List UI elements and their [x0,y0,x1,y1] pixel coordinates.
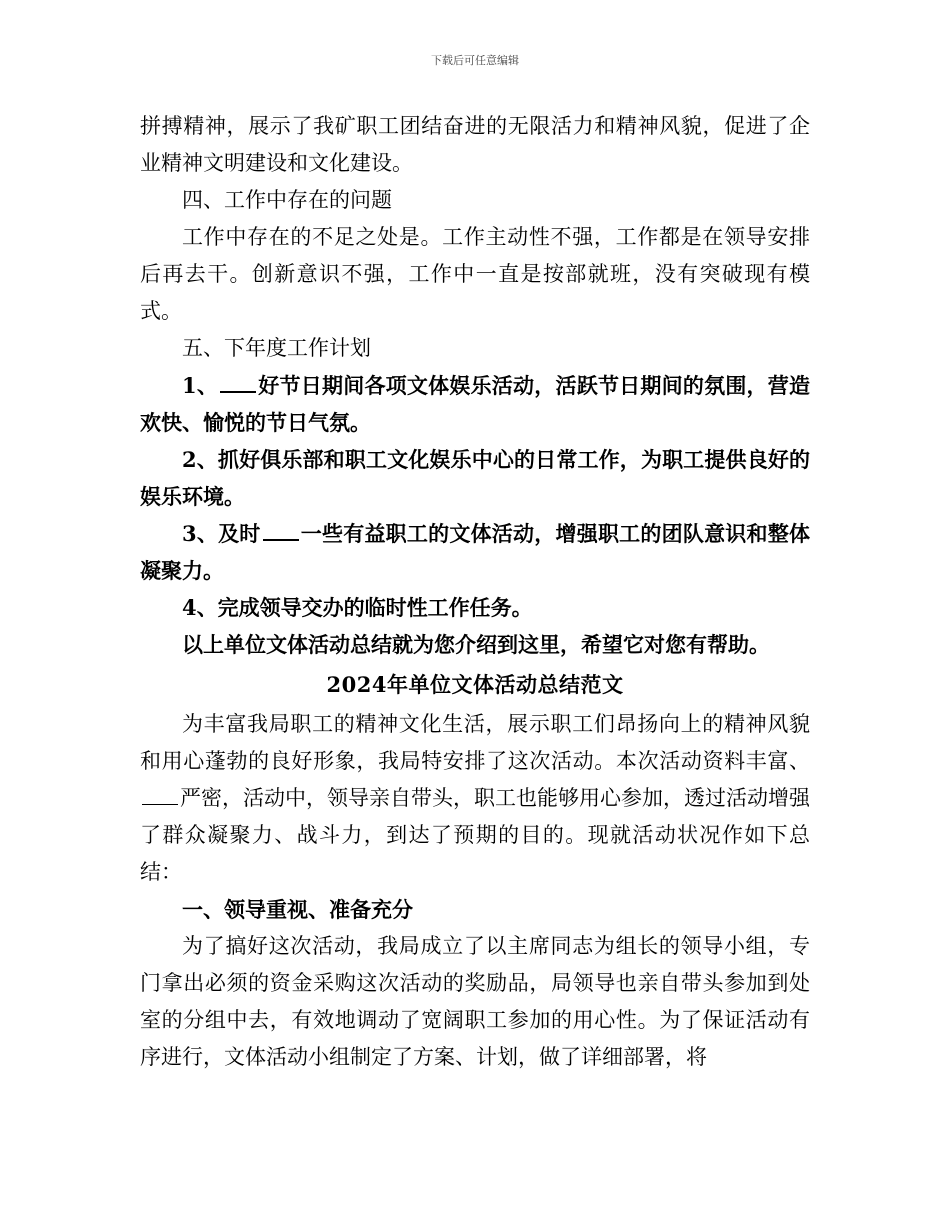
paragraph-intro-part-2: 严密，活动中，领导亲自带头，职工也能够用心参加，透过活动增强了群众凝聚力、战斗力，到达了预期的目的。现就活动状况作如下总结： [140,786,810,884]
blank-underline [263,519,299,541]
blank-underline [220,371,256,393]
paragraph-problems: 工作中存在的不足之处是。工作主动性不强，工作都是在领导安排后再去干。创新意识不强，工作中一直是按部就班，没有突破现有模式。 [140,225,810,323]
plan-item-1 [140,367,810,441]
blank-underline [142,784,178,805]
plan-item-1-number: 1、 [182,373,219,398]
paragraph-leadership: 为了搞好这次活动，我局成立了以主席同志为组长的领导小组，专门拿出必须的资金采购这次活动的奖励品，局领导也亲自带头参加到处室的分组中去，有效地调动了宽阔职工参加的用心性。为了保证活动有序进行，文体活动小组制定了方案、计划，做了详细部署，将 [140,934,810,1069]
paragraph-intro-part-1: 为丰富我局职工的精神文化生活，展示职工们昂扬向上的精神风貌和用心蓬勃的良好形象，我局特安排了这次活动。本次活动资料丰富、 [140,712,810,773]
document-title: 2024年单位文体活动总结范文 [326,672,624,697]
plan-item-3 [140,515,810,589]
closing-sentence: 以上单位文体活动总结就为您介绍到这里，希望它对您有帮助。 [182,632,770,657]
page-header: 下载后可任意编辑 [431,54,519,67]
plan-item-2: 2、抓好俱乐部和职工文化娱乐中心的日常工作，为职工提供良好的娱乐环境。 [140,447,810,509]
plan-item-3-text: 一些有益职工的文体活动，增强职工的团队意识和整体凝聚力。 [140,521,810,583]
section-heading-4: 四、工作中存在的问题 [182,188,392,212]
paragraph-continuation: 拼搏精神，展示了我矿职工团结奋进的无限活力和精神风貌，促进了企业精神文明建设和文化建设。 [140,114,810,175]
paragraph-intro [140,706,810,891]
plan-item-1-text: 好节日期间各项文体娱乐活动，活跃节日期间的氛围，营造欢快、愉悦的节日气氛。 [140,373,810,435]
section-heading-5: 五、下年度工作计划 [182,336,371,360]
section-heading-1: 一、领导重视、准备充分 [182,897,413,922]
plan-item-4: 4、完成领导交办的临时性工作任务。 [182,595,533,620]
document-body [140,108,810,1076]
plan-item-3-number: 3、及时 [182,521,261,546]
